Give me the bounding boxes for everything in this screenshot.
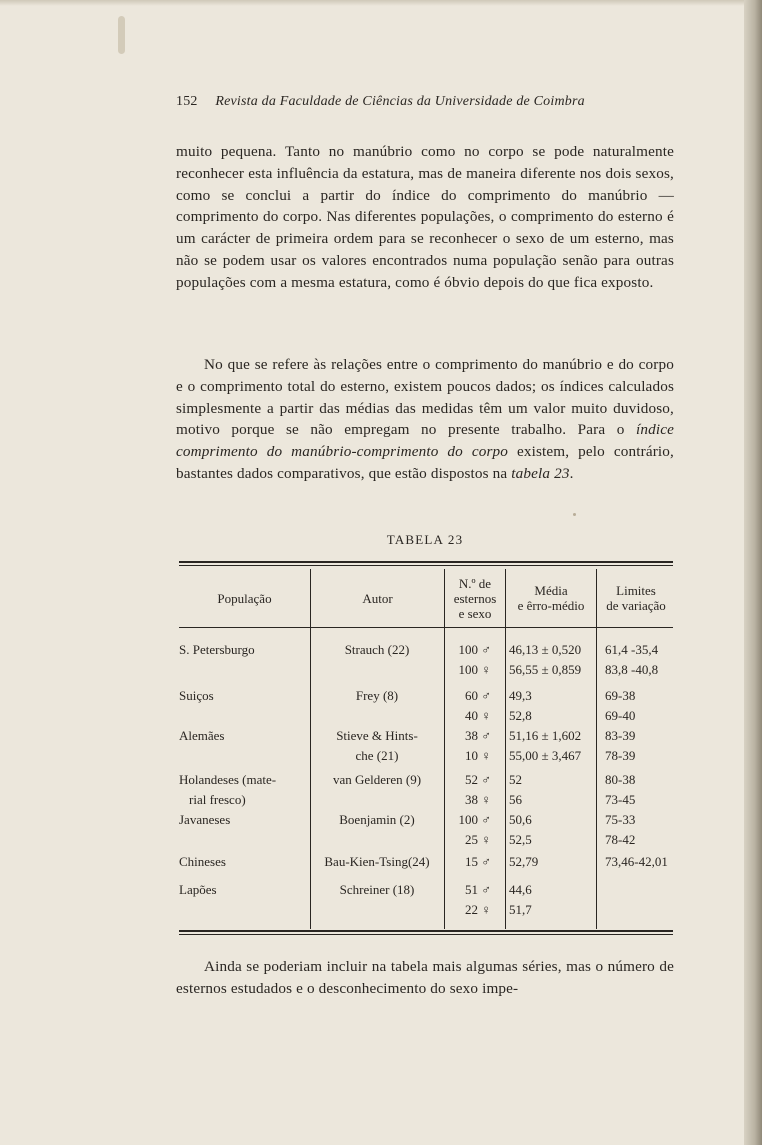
table-cell-pop: S. Petersburgo	[179, 642, 255, 657]
table-cell-lim: 61,4 -35,4	[605, 642, 659, 657]
table-cell-n: 52 ♂	[465, 772, 491, 787]
running-header	[176, 94, 636, 110]
paragraph-2-text-c: .	[569, 464, 574, 482]
table-cell-n: 40 ♀	[465, 708, 491, 723]
table-cell-n: 22 ♀	[465, 902, 491, 917]
table-cell-n: 51 ♂	[465, 882, 491, 897]
table-cell-lim: 80-38	[605, 772, 636, 787]
table-cell-n: 38 ♀	[465, 792, 491, 807]
table-cell-n: 100 ♂	[458, 812, 491, 827]
table-cell-lim: 73-45	[605, 792, 636, 807]
page-top-shadow	[0, 0, 762, 6]
table-cell-n: 60 ♂	[465, 688, 491, 703]
table-cell-autor: Boenjamin (2)	[339, 812, 415, 827]
header-limites-line: Limites	[616, 583, 656, 598]
paper-stain	[118, 16, 125, 54]
header-n-esternos	[445, 569, 505, 627]
table-cell-n: 15 ♂	[465, 854, 491, 869]
table-cell-pop: Chineses	[179, 854, 226, 869]
table-cell-autor: Schreiner (18)	[339, 882, 415, 897]
table-cell-media: 52,8	[509, 708, 532, 723]
table-cell-lim: 69-38	[605, 688, 636, 703]
table-cell-media: 52,79	[509, 854, 539, 869]
header-media	[506, 569, 596, 627]
table-cell-pop: Suiços	[179, 688, 214, 703]
table-bottom-rule-thin	[179, 934, 673, 935]
table-top-rule-thin	[179, 565, 673, 566]
table-title: TABELA 23	[386, 532, 464, 547]
paragraph-2-italic-a: índice comprimento do manúbrio-comprimento do corpo	[176, 421, 674, 461]
header-autor-label: Autor	[362, 590, 393, 606]
table-cell-lim: 83,8 -40,8	[605, 662, 659, 677]
table-cell-media: 50,6	[509, 812, 532, 827]
table-cell-autor: Strauch (22)	[344, 642, 410, 657]
header-n-line: e sexo	[458, 605, 492, 621]
page-number: 152	[176, 94, 198, 109]
header-limites-line: de variação	[606, 598, 666, 613]
table-cell-n: 38 ♂	[465, 728, 491, 743]
table-bottom-rule	[179, 930, 673, 932]
page-edge-shadow	[744, 0, 762, 1145]
table-header-rule	[179, 627, 673, 628]
header-media-line: e êrro-médio	[517, 598, 585, 613]
table-cell-pop: Lapões	[179, 882, 217, 897]
table-cell-media: 49,3	[509, 688, 532, 703]
table-cell-media: 55,00 ± 3,467	[509, 748, 582, 763]
table-cell-lim: 75-33	[605, 812, 636, 827]
header-populacao	[179, 569, 310, 627]
table-cell-pop: Holandeses (mate-	[179, 772, 277, 787]
header-n-line: esternos	[453, 590, 497, 606]
header-populacao-label: População	[217, 590, 272, 606]
table-cell-media: 51,7	[509, 902, 532, 917]
paragraph-2-text-a: No que se refere às relações entre o comprimento do manúbrio e do corpo e o comprimento total do esterno, existem poucos dados; os índices calculados simplesmente a partir das médias das medidas têm um valor muito duvidoso, motivo porque se não empregam no presente trabalho. Para o	[176, 356, 674, 439]
table-cell-media: 46,13 ± 0,520	[509, 642, 582, 657]
table-cell-n: 25 ♀	[465, 832, 491, 847]
table-cell-pop: rial fresco)	[189, 792, 246, 807]
header-n-line: N.º de	[458, 575, 492, 591]
journal-title: Revista da Faculdade de Ciências da Universidade de Coimbra	[215, 94, 585, 109]
header-media-line: Média	[534, 583, 568, 598]
table-cell-media: 51,16 ± 1,602	[509, 728, 582, 743]
table-cell-lim: 73,46-42,01	[605, 854, 668, 869]
table-cell-n: 100 ♂	[458, 642, 491, 657]
table-cell-lim: 69-40	[605, 708, 636, 723]
header-autor	[311, 569, 444, 627]
table-cell-pop: Javaneses	[179, 812, 231, 827]
paragraph-2-text-b: existem, pelo contrário, bastantes dados comparativos, que estão dispostos na	[176, 443, 674, 482]
table-cell-autor: Frey (8)	[355, 688, 399, 703]
table-cell-autor: van Gelderen (9)	[332, 772, 422, 787]
table-cell-media: 52,5	[509, 832, 532, 847]
table-cell-n: 100 ♀	[458, 662, 491, 677]
paragraph-2-italic-b: tabela 23	[511, 464, 570, 482]
table-cell-autor: Stieve & Hints-	[336, 728, 418, 743]
table-cell-autor: Bau-Kien-Tsing(24)	[324, 854, 430, 869]
header-limites	[597, 569, 675, 627]
table-cell-media: 56	[509, 792, 522, 807]
paragraph-3: Ainda se poderiam incluir na tabela mais algumas séries, mas o número de esternos estudados e o desconhecimento do sexo impe-	[176, 958, 674, 997]
table-cell-lim: 78-42	[605, 832, 636, 847]
table-cell-lim: 78-39	[605, 748, 636, 763]
table-cell-lim: 83-39	[605, 728, 636, 743]
table-cell-autor: che (21)	[355, 748, 399, 763]
table-cell-media: 44,6	[509, 882, 532, 897]
table-cell-n: 10 ♀	[465, 748, 491, 763]
paper-speck	[573, 513, 576, 516]
table-cell-media: 52	[509, 772, 522, 787]
table-cell-media: 56,55 ± 0,859	[509, 662, 582, 677]
table-top-rule	[179, 561, 673, 563]
paragraph-1: muito pequena. Tanto no manúbrio como no corpo se pode naturalmente reconhecer esta influência da estatura, mas de maneira diferente nos dois sexos, como se conclui a partir do índice do comprimento do manúbrio — comprimento do corpo. Nas diferentes populações, o comprimento do esterno é um carácter de primeira ordem para se reconhecer o sexo de um esterno, mas não se podem usar os valores encontrados numa população senão para outras populações com a mesma estatura, como é óbvio depois do que fica exposto.	[176, 143, 674, 291]
table-cell-pop: Alemães	[179, 728, 225, 743]
paragraph-2	[176, 354, 674, 485]
